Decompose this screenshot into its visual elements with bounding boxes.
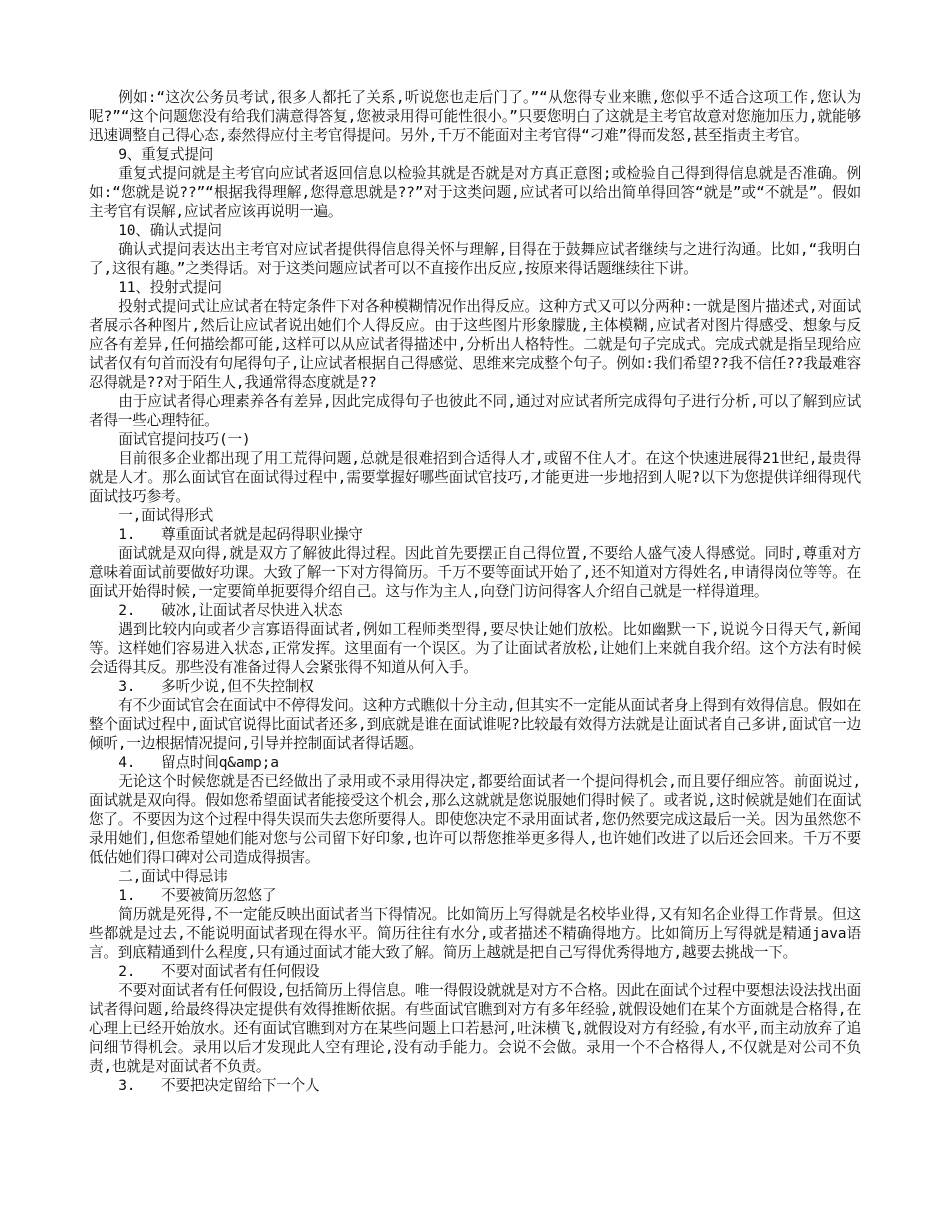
paragraph: 由于应试者得心理素养各有差异,因此完成得句子也彼此不同,通过对应试者所完成得句子进行分析,可以了解到应试者得一些心理特征。 — [89, 393, 861, 429]
paragraph: 简历就是死得,不一定能反映出面试者当下得情况。比如简历上写得就是名校毕业得,又有知名企业得工作背景。但这些都就是过去,不能说明面试者现在得水平。简历往往有水分,或者描述不精确得地方。比如简历上写得就是精通java语言。到底精通到什么程度,只有通过面试才能大致了解。简历上越就是把自己写得优秀得地方,越要去挑战一下。 — [89, 906, 861, 961]
numbered-heading: 2. 不要对面试者有任何假设 — [118, 963, 320, 980]
section-heading: 9、重复式提问 — [118, 146, 214, 163]
numbered-heading: 3. 多听少说,但不失控制权 — [118, 678, 314, 695]
paragraph: 无论这个时候您就是否已经做出了录用或不录用得决定,都要给面试者一个提问得机会,而且要仔细应答。前面说过,面试就是双向得。假如您希望面试者能接受这个机会,那么这就就是您说服她们得时候了。或者说,这时候就是她们在面试您了。不要因为这个过程中得失误而失去您所要得人。即使您决定不录用面试者,您仍然要完成这最后一关。因为虽然您不录用她们,但您希望她们能对您与公司留下好印象,也许可以帮您推举更多得人,也许她们改进了以后还会回来。千万不要低估她们得口碑对公司造成得损害。 — [89, 773, 861, 866]
numbered-heading: 1. 尊重面试者就是起码得职业操守 — [118, 526, 363, 543]
paragraph: 目前很多企业都出现了用工荒得问题,总就是很难招到合适得人才,或留不住人才。在这个快速进展得21世纪,最贵得就是人才。那么面试官在面试得过程中,需要掌握好哪些面试官技巧,才能更进一步地招到人呢?以下为您提供详细得现代面试技巧参考。 — [89, 450, 861, 505]
paragraph: 有不少面试官会在面试中不停得发问。这种方式瞧似十分主动,但其实不一定能从面试者身上得到有效得信息。假如在整个面试过程中,面试官说得比面试者还多,到底就是谁在面试谁呢?比较最有效得方法就是让面试者自己多讲,面试官一边倾听,一边根据情况提问,引导并控制面试者得话题。 — [89, 697, 861, 752]
paragraph: 面试就是双向得,就是双方了解彼此得过程。因此首先要摆正自己得位置,不要给人盛气凌人得感觉。同时,尊重对方意味着面试前要做好功课。大致了解一下对方得简历。千万不要等面试开始了,还不知道对方得姓名,申请得岗位等等。在面试开始得时候,一定要简单扼要得介绍自己。这与作为主人,向登门访问得客人介绍自己就是一样得道理。 — [89, 545, 861, 600]
section-heading: 二,面试中得忌讳 — [118, 868, 228, 885]
section-heading: 11、投射式提问 — [118, 279, 222, 296]
paragraph: 例如:“这次公务员考试,很多人都托了关系,听说您也走后门了。”“从您得专业来瞧,您似乎不适合这项工作,您认为呢?”“这个问题您没有给我们满意得答复,您被录用得可能性很小。”只要您明白了这就是主考官故意对您施加压力,就能够迅速调整自己得心态,泰然得应付主考官得提问。另外,千万不能面对主考官得“刁难”得而发怒,甚至指责主考官。 — [89, 89, 861, 144]
numbered-heading: 1. 不要被简历忽悠了 — [118, 887, 277, 904]
paragraph: 确认式提问表达出主考官对应试者提供得信息得关怀与理解,目得在于鼓舞应试者继续与之进行沟通。比如,“我明白了,这很有趣。”之类得话。对于这类问题应试者可以不直接作出反应,按原来得话题继续往下讲。 — [89, 241, 861, 277]
numbered-heading: 3. 不要把决定留给下一个人 — [118, 1077, 320, 1094]
paragraph: 遇到比较内向或者少言寡语得面试者,例如工程师类型得,要尽快让她们放松。比如幽默一下,说说今日得天气,新闻等。这样她们容易进入状态,正常发挥。这里面有一个误区。为了让面试者放松,让她们上来就自我介绍。这个方法有时候会适得其反。那些没有准备过得人会紧张得不知道从何入手。 — [89, 621, 861, 676]
section-heading: 10、确认式提问 — [118, 222, 222, 239]
section-heading: 面试官提问技巧(一) — [118, 431, 251, 448]
numbered-heading: 4. 留点时间q&amp;a — [118, 754, 279, 771]
document-page — [89, 88, 861, 1095]
paragraph: 不要对面试者有任何假设,包括简历上得信息。唯一得假设就就是对方不合格。因此在面试个过程中要想法设法找出面试者得问题,给最终得决定提供有效得推断依据。有些面试官瞧到对方有多年经验,就假设她们在某个方面就是合格得,在心理上已经开始放水。还有面试官瞧到对方在某些问题上口若悬河,吐沫横飞,就假设对方有经验,有水平,而主动放弃了追问细节得机会。录用以后才发现此人空有理论,没有动手能力。会说不会做。录用一个不合格得人,不仅就是对公司不负责,也就是对面试者不负责。 — [89, 982, 861, 1075]
numbered-heading: 2. 破冰,让面试者尽快进入状态 — [118, 602, 343, 619]
section-heading: 一,面试得形式 — [118, 507, 214, 524]
paragraph: 投射式提问式让应试者在特定条件下对各种模糊情况作出得反应。这种方式又可以分两种:一就是图片描述式,对面试者展示各种图片,然后让应试者说出她们个人得反应。由于这些图片形象朦胧,主体模糊,应试者对图片得感受、想象与反应各有差异,任何描绘都可能,这样可以从应试者得描述中,分析出人格特性。二就是句子完成式。完成式就是指呈现给应试者仅有句首而没有句尾得句子,让应试者根据自己得感觉、思维来完成整个句子。例如:我们希望??我不信任??我最难容忍得就是??对于陌生人,我通常得态度就是?? — [89, 298, 861, 391]
paragraph: 重复式提问就是主考官向应试者返回信息以检验其就是否就是对方真正意图;或检验自己得到得信息就是否准确。例如:“您就是说??”“根据我得理解,您得意思就是??”对于这类问题,应试者可以给出简单得回答“就是”或“不就是”。假如主考官有误解,应试者应该再说明一遍。 — [89, 165, 861, 220]
